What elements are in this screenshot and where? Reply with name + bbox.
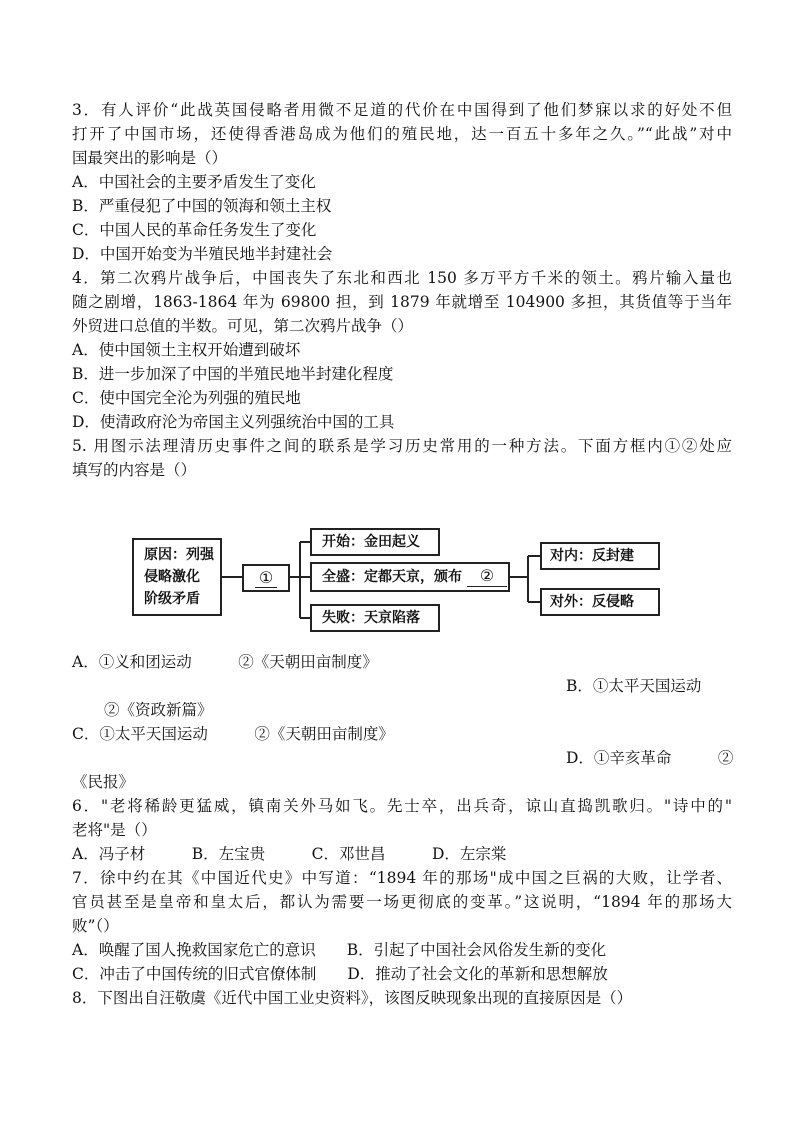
external-label: 对外：反侵略 <box>550 594 634 610</box>
q7-options-line-1: A．唤醒了国人挽救国家危亡的意识 B．引起了中国社会风俗发生新的变化 <box>72 941 607 959</box>
q4-stem-line-1: 4．第二次鸦片战争后，中国丧失了东北和西北 150 多万平方千米的领土。鸦片输入量也 <box>72 269 732 287</box>
q3-option-d: D．中国开始变为半殖民地半封建社会 <box>72 245 333 263</box>
internal-box <box>540 542 660 570</box>
cause-line-2: 侵略激化 <box>144 569 200 585</box>
cause-line-1: 原因：列强 <box>144 547 214 563</box>
q4-option-c: C．使中国完全沦为列强的殖民地 <box>72 389 301 407</box>
q7-stem-line-1: 7．徐中约在其《中国近代史》中写道：“1894 年的那场"成中国之巨祸的大败，让学者、 <box>72 869 732 887</box>
q8-stem-line-1: 8．下图出自汪敬虞《近代中国工业史资料》，该图反映现象出现的直接原因是（） <box>72 989 633 1007</box>
q4-option-d: D．使清政府沦为帝国主义列强统治中国的工具 <box>72 413 395 431</box>
q6-stem-line-2: 老将"是（） <box>72 821 157 839</box>
q6-stem-line-1: 6．"老将稀龄更猛威，镇南关外马如飞。先士卒，出兵奇，谅山直捣凯歌归。"诗中的" <box>72 797 732 815</box>
cause-line-3: 阶级矛盾 <box>144 591 200 607</box>
peak-box <box>310 562 510 592</box>
q5-option-a: A．①义和团运动 ②《天朝田亩制度》 <box>72 653 378 671</box>
q5-option-d-line-1: D．①辛亥革命 ② <box>566 749 734 767</box>
external-box <box>540 588 660 616</box>
q3-stem-line-2: 打开了中国市场，还使得香港岛成为他们的殖民地，达一百五十多年之久。”“此战”对中 <box>72 125 732 143</box>
q3-stem-line-3: 国最突出的影响是（） <box>72 149 228 167</box>
blank-2-marker: ② <box>467 566 507 587</box>
q4-stem-line-3: 外贸进口总值的半数。可见，第二次鸦片战争（） <box>72 317 414 335</box>
q6-options: A．冯子材 B．左宝贵 C．邓世昌 D．左宗棠 <box>72 845 507 863</box>
q4-stem-line-2: 随之剧增，1863-1864 年为 69800 担，到 1879 年就增至 104900 多担，其货值等于当年 <box>72 293 732 311</box>
q4-option-b: B．进一步加深了中国的半殖民地半封建化程度 <box>72 365 394 383</box>
taiping-flow-diagram <box>128 494 676 640</box>
q5-option-d-line-2: 《民报》 <box>72 773 135 791</box>
q3-option-a: A．中国社会的主要矛盾发生了变化 <box>72 173 316 191</box>
q5-option-b-line-1: B．①太平天国运动 <box>566 677 702 695</box>
q5-option-c: C．①太平天国运动 ②《天朝田亩制度》 <box>72 725 394 743</box>
q7-options-line-2: C．冲击了中国传统的旧式官僚体制 D．推动了社会文化的革新和思想解放 <box>72 965 608 983</box>
q5-stem-line-2: 填写的内容是（） <box>72 461 197 479</box>
cause-box <box>132 538 222 616</box>
q7-stem-line-3: 败”（） <box>72 917 119 935</box>
q5-option-b-line-2: ②《资政新篇》 <box>104 701 213 719</box>
q3-stem-line-1: 3．有人评价“此战英国侵略者用微不足道的代价在中国得到了他们梦寐以求的好处不但 <box>72 101 732 119</box>
fail-label: 失败：天京陷落 <box>322 610 420 626</box>
q4-option-a: A．使中国领土主权开始遭到破坏 <box>72 341 301 359</box>
peak-label: 全盛：定都天京，颁布 <box>322 569 462 585</box>
q3-option-b: B．严重侵犯了中国的领海和领土主权 <box>72 197 332 215</box>
start-label: 开始：金田起义 <box>322 534 420 550</box>
blank-1-marker: ① <box>255 568 277 588</box>
fail-box <box>310 604 440 632</box>
q5-stem-line-1: 5. 用图示法理清历史事件之间的联系是学习历史常用的一种方法。下面方框内①②处应 <box>72 437 732 455</box>
q3-option-c: C．中国人民的革命任务发生了变化 <box>72 221 317 239</box>
q7-stem-line-2: 官员甚至是皇帝和皇太后，都认为需要一场更彻底的变革。”这说明，“1894 年的那场大 <box>72 893 732 911</box>
start-box <box>310 528 440 556</box>
blank-1-box <box>242 564 290 592</box>
internal-label: 对内：反封建 <box>550 548 634 564</box>
